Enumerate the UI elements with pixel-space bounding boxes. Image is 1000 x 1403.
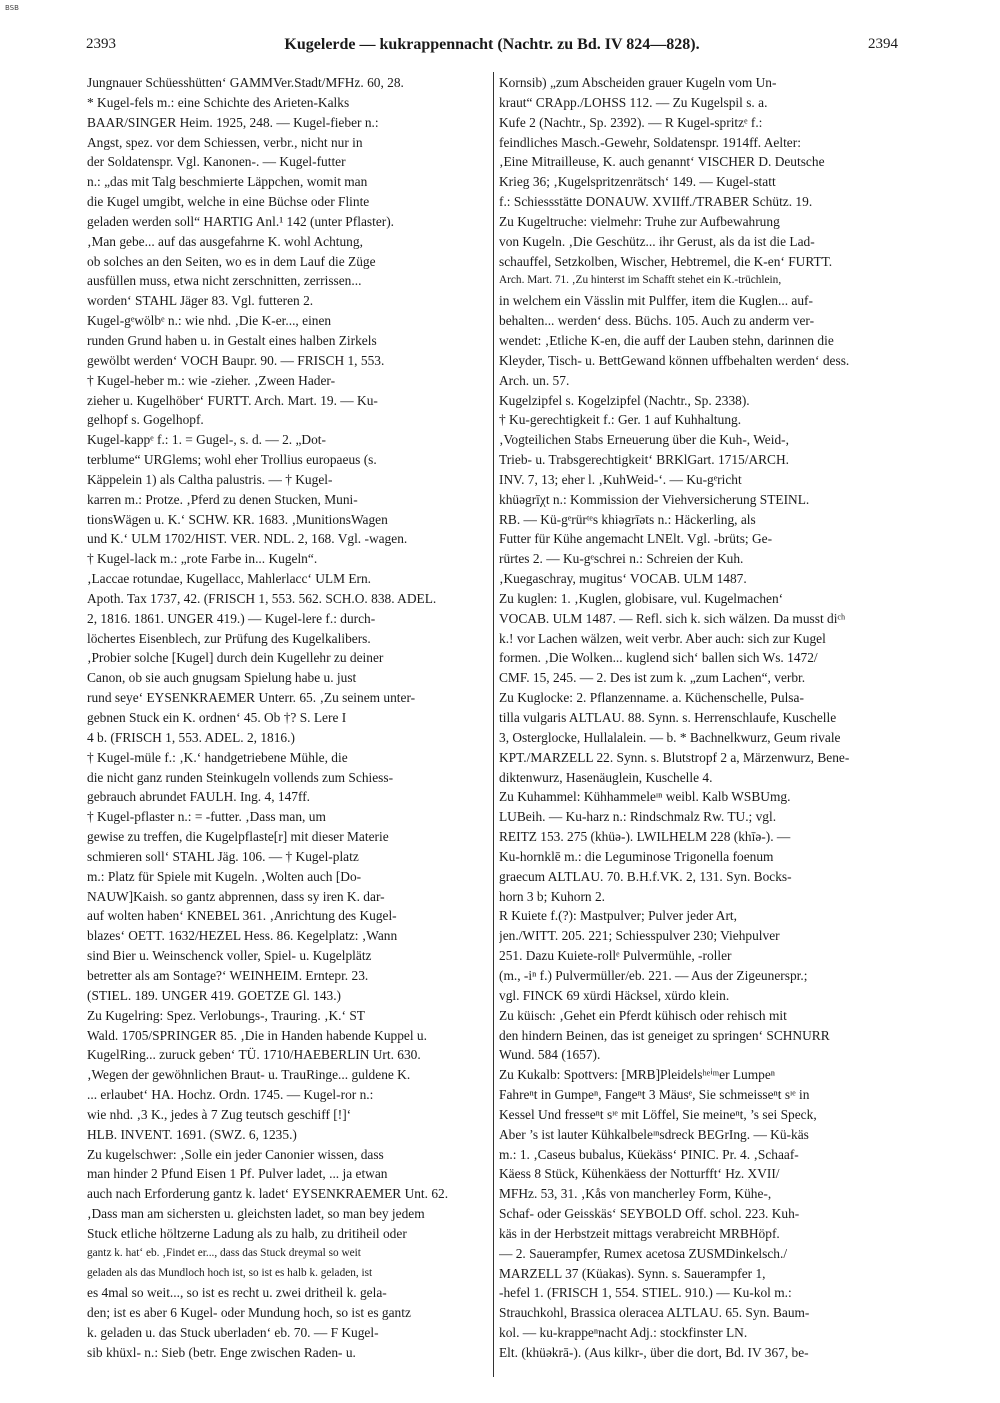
text-line: kol. — ku-krappeⁿnacht Adj.: stockfinster LN. — [499, 1325, 748, 1341]
text-line: tilla vulgaris ALTLAU. 88. Synn. s. Herrenschlaufe, Kuschelle — [499, 710, 837, 725]
text-line: Stuck etliche höltzerne Ladung als zu halb, zu dritiheil oder — [87, 1225, 407, 1241]
text-line: gewölbt werden‘ VOCH Baupr. 90. — FRISCH 1, 553. — [87, 352, 385, 368]
text-line: die Kugel umgibt, welche in eine Büchse oder Flinte — [87, 194, 370, 210]
text-line: — 2. Sauerampfer, Rumex acetosa ZUSMDinkelsch./ — [499, 1245, 788, 1261]
text-line: Aber ’s ist lauter Kühkalbeleᶦⁿsdreck BEGrIng. — Kü-käs — [499, 1126, 809, 1142]
text-line: CMF. 15, 245. — 2. Des ist zum k. „zum Lachen“, verbr. — [499, 670, 806, 686]
text-line: R Kuiete f.(?): Mastpulver; Pulver jeder Art, — [499, 908, 737, 924]
text-line: den; ist es aber 6 Kugel- oder Mundung hoch, so ist es gantz — [87, 1305, 411, 1321]
text-line: -hefel 1. (FRISCH 1, 554. STIEL. 910.) — Ku-kol m.: — [499, 1285, 792, 1301]
text-line: Futter für Kühe angemacht LNElt. Vgl. -brüts; Ge- — [499, 531, 773, 547]
text-line: ‚Eine Mitrailleuse, K. auch genannt‘ VISCHER D. Deutsche — [499, 154, 825, 170]
text-line: wendet: ‚Etliche K-en, die auff der Lauben stehn, darinnen die — [499, 332, 834, 348]
text-line: von Kugeln. ‚Die Geschütz... ihr Gerust, als da ist die Lad- — [499, 233, 815, 249]
text-line: ‚Vogteilichen Stabs Erneuerung über die Kuh-, Weid-, — [499, 432, 789, 448]
text-line: † Kugel-pflaster n.: = -futter. ‚Dass man, um — [87, 809, 326, 825]
text-line: schauffel, Setzkolben, Wischer, Hebtremel, die K-en‘ FURTT. — [499, 253, 833, 269]
text-line: (m., -iⁿ f.) Pulvermüller/eb. 221. — Aus der Zigeunerspr.; — [499, 967, 808, 983]
text-line: Canon, ob sie auch gnugsam Spielung habe u. just — [87, 670, 357, 686]
text-line: karren m.: Protze. ‚Pferd zu denen Stucken, Muni- — [87, 491, 358, 507]
text-line: Zu kugelschwer: ‚Solle ein jeder Canonier wissen, dass — [87, 1146, 384, 1162]
text-line: horn 3 b; Kuhorn 2. — [499, 888, 606, 904]
text-line: k. geladen u. das Stuck uberladen‘ eb. 70. — F Kugel- — [87, 1325, 379, 1341]
text-line: † Kugel-müle f.: ‚K.‘ handgetriebene Mühle, die — [87, 749, 348, 765]
text-line: Strauchkohl, Brassica oleracea ALTLAU. 65. Syn. Baum- — [499, 1305, 810, 1321]
text-line: die nicht ganz runden Steinkugeln vollends zum Schiess- — [87, 769, 394, 785]
text-line: ‚Laccae rotundae, Kugellacc, Mahlerlacc‘ ULM Ern. — [87, 571, 372, 587]
text-line: † Ku-gerechtigkeit f.: Ger. 1 auf Kuhhaltung. — [499, 412, 742, 428]
text-line: Arch. un. 57. — [499, 372, 570, 388]
text-line: schmieren soll‘ STAHL Jäg. 106. — † Kugel-platz — [87, 848, 359, 864]
text-line: ... erlaubet‘ HA. Hochz. Ordn. 1745. — Kugel-ror n.: — [87, 1087, 374, 1103]
text-line: MFHz. 53, 31. ‚Kås von mancherley Form, Kühe-, — [499, 1186, 772, 1202]
text-line: ‚Wegen der gewöhnlichen Braut- u. TrauRinge... guldene K. — [87, 1067, 411, 1083]
text-line: vgl. FINCK 69 xürdi Häcksel, xürdo klein. — [499, 987, 730, 1003]
text-line: * Kugel-fels m.: eine Schichte des Arieten-Kalks — [87, 94, 350, 110]
text-line: und K.‘ ULM 1702/HIST. VER. NDL. 2, 168. Vgl. -wagen. — [87, 531, 408, 547]
text-line: 2, 1816. 1861. UNGER 419.) — Kugel-lere f.: durch- — [87, 610, 376, 626]
text-line: betretter als am Sontage?‘ WEINHEIM. Erntepr. 23. — [87, 967, 369, 983]
text-line: † Kugel-lack m.: „rote Farbe in... Kugeln“. — [87, 551, 318, 567]
text-line: ‚Kuegaschray, mugitus‘ VOCAB. ULM 1487. — [499, 571, 747, 587]
text-line: der Soldatenspr. Vgl. Kanonen-. — Kugel-futter — [87, 154, 346, 170]
text-line: Zu Kugeltruche: vielmehr: Truhe zur Aufbewahrung — [499, 213, 780, 229]
text-line: Kugel-kappᵉ f.: 1. = Gugel-, s. d. — 2. „Dot- — [87, 432, 326, 448]
text-line: 4 b. (FRISCH 1, 553. ADEL. 2, 1816.) — [87, 729, 295, 745]
text-line: gewise zu treffen, die Kugelpflaste[r] mit dieser Materie — [87, 829, 389, 845]
text-line: Zu Kugelring: Spez. Verlobungs-, Trauring. ‚K.‘ ST — [87, 1007, 365, 1023]
text-line: Angst, spez. vor dem Schiessen, verbr., nicht nur in — [87, 134, 363, 150]
text-line: blazes‘ OETT. 1632/HEZEL Hess. 86. Kegelplatz: ‚Wann — [87, 928, 398, 944]
text-line: NAUW]Kaish. so gantz abprennen, dass sy iren K. dar- — [87, 888, 385, 904]
text-line: gelhopf s. Gogelhopf. — [87, 412, 204, 428]
library-mark: BSB — [5, 4, 19, 12]
text-line: Kessel Und fresseⁿt sᶦᵉ mit Löffel, Sie meineⁿt, ’s sei Speck, — [499, 1106, 817, 1122]
text-line: Zu Kuglocke: 2. Pflanzenname. a. Küchenschelle, Pulsa- — [499, 690, 804, 706]
text-line: LUBeih. — Ku-harz n.: Rindschmalz Rw. TU.; vgl. — [499, 809, 777, 825]
text-line: runden Grund haben u. in Gestalt eines halben Zirkels — [87, 332, 377, 348]
text-line: man hinder 2 Pfund Eisen 1 Pf. Pulver ladet, ... ja etwan — [87, 1166, 388, 1182]
text-line: gebrauch abrundet FAULH. Ing. 4, 147ff. — [87, 789, 310, 805]
text-line: 251. Dazu Kuiete-rollᵉ Pulvermühle, -roller — [499, 948, 732, 964]
page-header — [86, 36, 898, 60]
text-line: Kornsib) „zum Abscheiden grauer Kugeln vom Un- — [499, 75, 777, 90]
text-line: Zu küisch: ‚Gehet ein Pferdt kühisch oder rehisch mit — [499, 1007, 787, 1023]
text-line: 3, Osterglocke, Hullalalein. — b. * Bachnelkwurz, Geum rivale — [499, 729, 841, 745]
text-line: MARZELL 37 (Küakas). Synn. s. Sauerampfer 1, — [499, 1265, 766, 1281]
text-line: Elt. (khüəkrā-). (Aus kilkr-, über die dort, Bd. IV 367, be- — [499, 1345, 809, 1360]
text-line: HLB. INVENT. 1691. (SWZ. 6, 1235.) — [87, 1126, 297, 1142]
text-line: löchertes Eisenblech, zur Prüfung des Kugelkalibers. — [87, 630, 371, 646]
text-line: auf wolten haben‘ KNEBEL 361. ‚Anrichtung des Kugel- — [87, 908, 397, 924]
text-line: BAAR/SINGER Heim. 1925, 248. — Kugel-fieber n.: — [87, 114, 379, 130]
text-line: ‚Man gebe... auf das ausgefahrne K. wohl Achtung, — [87, 233, 363, 249]
text-line: Zu Kukalb: Spottvers: [MRB]Pleidelsʰᵉⁱᵐer Lumpeⁿ — [499, 1067, 776, 1083]
text-line: Wund. 584 (1657). — [499, 1047, 601, 1063]
text-line: VOCAB. ULM 1487. — Refl. sich k. sich wälzen. Da musst diᶜʰ — [499, 610, 846, 626]
text-line: Wald. 1705/SPRINGER 85. ‚Die in Handen habende Kuppel u. — [87, 1027, 427, 1043]
text-line: Zu kuglen: 1. ‚Kuglen, globisare, vul. Kugelmachen‘ — [499, 590, 784, 606]
text-line: käs in der Herbstzeit mittags verabreicht MRBHöpf. — [499, 1225, 780, 1241]
text-line: zieher u. Kugelhöber‘ FURTT. Arch. Mart. 19. — Ku- — [87, 392, 378, 408]
text-line: Fahreⁿt in Gumpeⁿ, Fangeⁿt 3 Mäusᵉ, Sie schmeisseⁿt sᶦᵉ in — [499, 1087, 810, 1103]
text-line: worden‘ STAHL Jäger 83. Vgl. futteren 2. — [87, 293, 314, 309]
text-line: (STIEL. 189. UNGER 419. GOETZE Gl. 143.) — [87, 987, 342, 1003]
text-line: KPT./MARZELL 22. Synn. s. Blutstropf 2 a, Märzenwurz, Bene- — [499, 749, 850, 765]
text-line: sind Bier u. Weinschenck voller, Spiel- u. Kugelplätz — [87, 948, 372, 964]
text-line: in welchem ein Vässlin mit Pulffer, item die Kuglen... auf- — [499, 293, 813, 309]
text-line: graecum ALTLAU. 70. B.H.f.VK. 2, 131. Syn. Bocks- — [499, 868, 792, 884]
right-column — [499, 73, 898, 1363]
text-line: KugelRing... zuruck geben‘ TÜ. 1710/HAEBERLIN Urt. 630. — [87, 1047, 421, 1063]
text-line: m.: Platz für Spiele mit Kugeln. ‚Wolten auch [Do- — [87, 868, 362, 884]
left-page-number: 2393 — [86, 36, 116, 52]
text-line: ob solches an den Seiten, wo es in dem Lauf die Züge — [87, 253, 376, 269]
text-line: gebnen Stuck ein K. ordnen‘ 45. Ob †? S. Lere I — [87, 710, 347, 725]
text-line: diktenwurz, Hasenäuglein, Kuschelle 4. — [499, 769, 713, 785]
text-line: Kleyder, Tisch- u. BettGewand können uffbehalten werden‘ dess. — [499, 352, 850, 368]
text-line: INV. 7, 13; eher l. ‚KuhWeid-‘. — Ku-gᵉricht — [499, 471, 742, 487]
left-column — [87, 73, 483, 1363]
text-line: behalten... werden‘ dess. Büchs. 105. Auch zu anderm ver- — [499, 313, 815, 329]
text-line: Krieg 36; ‚Kugelspritzenrätsch‘ 149. — Kugel-statt — [499, 174, 776, 190]
text-line: auch nach Erforderung gantz k. ladet‘ EYSENKRAEMER Unt. 62. — [87, 1186, 449, 1202]
text-line: terblume“ URGlems; wohl eher Trollius europaeus (s. — [87, 452, 377, 468]
text-line: wie nhd. ‚3 K., jedes à 7 Zug teutsch geschiff [!]‘ — [87, 1106, 352, 1122]
text-line: Kugel-gᵉwölbᵉ n.: wie nhd. ‚Die K-er..., einen — [87, 313, 332, 329]
text-line: Arch. Mart. 71. ‚Zu hinterst im Schafft stehet ein K.-trüchlein, — [499, 274, 782, 287]
text-line: jen./WITT. 205. 221; Schiesspulver 230; Viehpulver — [499, 928, 780, 944]
text-line: RB. — Kü-gᵉrürᵗᵉs khiəgrīəts n.: Häckerling, als — [499, 511, 756, 527]
text-line: Käppelein 1) als Caltha palustris. — † Kugel- — [87, 471, 333, 487]
text-line: sib khüxl- n.: Sieb (betr. Enge zwischen Raden- u. — [87, 1345, 356, 1360]
text-line: ‚Probier solche [Kugel] durch dein Kugellehr zu deiner — [87, 650, 384, 666]
text-line: Schaf- oder Geisskäs‘ SEYBOLD Off. schol. 223. Kuh- — [499, 1206, 800, 1222]
text-line: Käess 8 Stück, Kühenkäess der Notturfft‘ Hz. XVII/ — [499, 1166, 780, 1182]
right-page-number: 2394 — [868, 36, 898, 52]
text-line: kraut“ CRApp./LOHSS 112. — Zu Kugelspil s. a. — [499, 94, 768, 110]
text-line: f.: Schiessstätte DONAUW. XVIIff./TRABER Schütz. 19. — [499, 194, 813, 210]
text-line: REITZ 153. 275 (khüə-). LWILHELM 228 (khīə-). — — [499, 829, 791, 845]
column-divider — [493, 72, 494, 1377]
text-line: es 4mal so weit..., so ist es recht u. zwei dritheil k. gela- — [87, 1285, 387, 1301]
text-line: tionsWägen u. K.‘ SCHW. KR. 1683. ‚MunitionsWagen — [87, 511, 388, 527]
text-line: † Kugel-heber m.: wie -zieher. ‚Zween Hader- — [87, 372, 336, 388]
running-title: Kugelerde — kukrappennacht (Nachtr. zu Bd. IV 824—828). — [284, 36, 700, 53]
text-line: rund seye‘ EYSENKRAEMER Unterr. 65. ‚Zu seinem unter- — [87, 690, 416, 706]
text-line: gantz k. hat‘ eb. ‚Findet er..., dass das Stuck dreymal so weit — [87, 1246, 361, 1259]
text-line: ‚Dass man am sichersten u. gleichsten ladet, so man bey jedem — [87, 1206, 425, 1222]
text-line: Kufe 2 (Nachtr., Sp. 2392). — R Kugel-spritzᵉ f.: — [499, 114, 763, 130]
text-line: n.: „das mit Talg beschmierte Läppchen, womit man — [87, 174, 368, 190]
text-line: khüəgrīχt n.: Kommission der Viehversicherung STEINL. — [499, 491, 810, 507]
text-line: Apoth. Tax 1737, 42. (FRISCH 1, 553. 562. SCH.O. 838. ADEL. — [87, 590, 437, 606]
text-line: den hindern Beinen, das ist geneiget zu springen‘ SCHNURR — [499, 1027, 830, 1043]
text-line: Zu Kuhammel: Kühhammeleᶦⁿ weibl. Kalb WSBUmg. — [499, 789, 791, 805]
text-line: Ku-hornklē m.: die Leguminose Trigonella foenum — [499, 848, 774, 864]
text-line: formen. ‚Die Wolken... kuglend sich‘ ballen sich Ws. 1472/ — [499, 650, 818, 666]
text-line: rürtes 2. — Ku-gᵉschrei n.: Schreien der Kuh. — [499, 551, 744, 567]
text-line: Kugelzipfel s. Kogelzipfel (Nachtr., Sp. 2338). — [499, 392, 750, 408]
text-line: k.! vor Lachen wälzen, weit verbr. Aber auch: sich zur Kugel — [499, 630, 826, 646]
text-line: geladen als das Mundloch hoch ist, so ist es halb k. geladen, ist — [87, 1266, 373, 1279]
text-line: Trieb- u. Trabsgerechtigkeit‘ BRKlGart. 1715/ARCH. — [499, 452, 789, 468]
text-line: Jungnauer Schüesshütten‘ GAMMVer.Stadt/MFHz. 60, 28. — [87, 75, 404, 90]
text-line: geladen werden soll“ HARTIG Anl.¹ 142 (unter Pflaster). — [87, 213, 395, 229]
text-line: ausfüllen muss, etwa nicht zerschnitten, zerrissen... — [87, 273, 362, 289]
text-line: feindliches Masch.-Gewehr, Soldatenspr. 1914ff. Aelter: — [499, 134, 801, 150]
text-line: m.: 1. ‚Caseus bubalus, Küekäss‘ PINIC. Pr. 4. ‚Schaaf- — [499, 1146, 799, 1162]
